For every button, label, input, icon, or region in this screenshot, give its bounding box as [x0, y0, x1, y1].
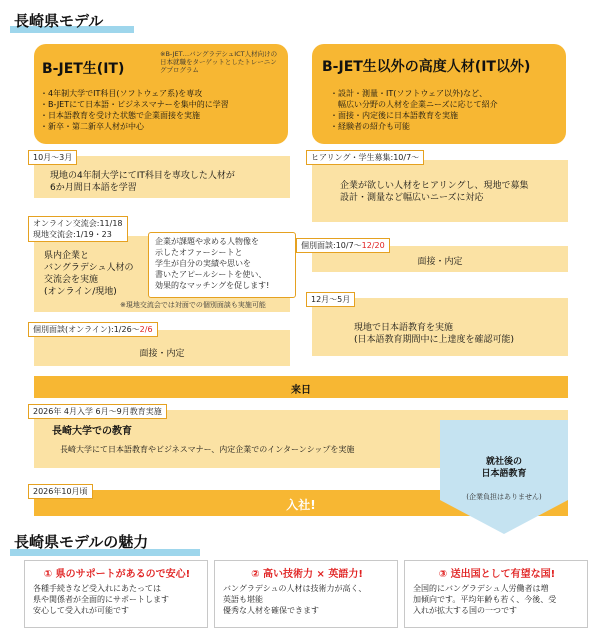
merit-box-skills [214, 560, 398, 628]
post-arrival-title-line: 就社後の [485, 457, 522, 467]
post-arrival-note: (企業負担はありません) [466, 493, 542, 501]
university-text: 長崎大学にて日本語教育やビジネスマナー、内定企業でのインターンシップを実施 [60, 445, 355, 454]
exchange-text-2: バングラデシュ人材の [44, 263, 134, 273]
matching-bubble [148, 232, 296, 298]
other-talent-card [312, 44, 566, 144]
other-talent-card-title: B-JET生以外の高度人材(IT以外) [322, 59, 531, 75]
right-interview-label [296, 238, 390, 253]
left-period1-label: 10月～3月 [28, 150, 77, 165]
left-period1-text-2: 6か月間日本語を学習 [50, 183, 137, 193]
right-period-text-2: (日本語教育期間中に上達度を確認可能) [354, 335, 515, 345]
right-hearing-bar [312, 160, 568, 222]
exchange-text-3: 交流会を実施 [44, 275, 99, 285]
merit-box-support [24, 560, 208, 628]
left-interview-label [28, 322, 158, 337]
merit-line: バングラデシュの人材は技術力が高く、 [223, 584, 367, 593]
arrival-text: 来日 [291, 385, 311, 396]
bjet-card [34, 44, 288, 144]
university-title: 長崎大学での教育 [52, 426, 132, 437]
list-item: ・日本語教育を受けた状態で企業面接を実施 [40, 111, 200, 120]
hearing-text-1: 企業が欲しい人材をヒアリングし、現地で募集 [340, 181, 529, 191]
post-arrival-title-line: 日本語教育 [481, 469, 527, 479]
merit-line: 入れが拡大する国の一つです [413, 606, 517, 615]
merit-line: 県や関係者が全面的にサポートします [33, 595, 169, 604]
right-period-text-1: 現地で日本語教育を実施 [354, 323, 454, 333]
left-period1-text-1: 現地の4年制大学にてIT科目を専攻した人材が [50, 171, 235, 181]
exchange-date-online: オンライン交流会:11/18 [33, 219, 123, 228]
exchange-date-label [28, 216, 128, 242]
exchange-text-4: (オンライン/現地) [44, 287, 117, 297]
merit-line: 優秀な人材を確保できます [223, 606, 319, 615]
page-title: 長崎県モデル [14, 12, 104, 30]
bjet-card-note: ※B-JET…バングラデシュICT人材向けの日本就職をターゲットとしたトレーニングプログラム [160, 50, 278, 74]
list-item: 幅広い分野の人材を企業ニーズに応じて紹介 [330, 100, 498, 109]
bubble-line: 学生が自分の実績や思いを [155, 259, 251, 268]
other-talent-card-list [330, 88, 498, 132]
bubble-line: 効果的なマッチングを促します! [155, 281, 270, 290]
merit-line: 加傾向です。平均年齢も若く、今後、受 [413, 595, 557, 604]
exchange-note: ※現地交流会では対面での個別面談も実施可能 [120, 301, 266, 309]
post-arrival-title [440, 456, 568, 480]
list-item: ・設計・測量・IT(ソフトウェア以外)など、 [330, 89, 488, 98]
merit-box-country [404, 560, 588, 628]
merit-title: ③ 送出国として有望な国! [438, 569, 556, 580]
exchange-text-1: 県内企業と [44, 251, 90, 261]
bubble-line: 書いたアピールシートを使い、 [155, 270, 267, 279]
merit-text [223, 583, 366, 616]
right-interview-label-red: 12/20 [361, 241, 385, 250]
joining-label: 2026年10月頃 [28, 484, 93, 499]
left-interview-label-red: 2/6 [139, 325, 153, 334]
bjet-card-list [40, 88, 229, 132]
exchange-date-local: 現地交流会:1/19・23 [33, 230, 112, 239]
bubble-line: 示したオファーシートと [155, 248, 243, 257]
hearing-text-2: 設計・測量など幅広いニーズに対応 [340, 193, 484, 203]
list-item: ・新卒・第二新卒人材が中心 [40, 122, 144, 131]
merit-text [33, 583, 169, 616]
merit-title: ② 高い技術力 × 英語力! [251, 569, 363, 580]
right-interview-label-text: 個別面談:10/7～ [301, 241, 362, 250]
university-label: 2026年 4月入学 6月～9月教育実施 [28, 404, 167, 419]
right-period-label: 12月～5月 [306, 292, 355, 307]
merit-line: 英語も堪能 [223, 595, 263, 604]
right-interview-text: 面接・内定 [417, 257, 463, 267]
list-item: ・4年制大学でIT科目(ソフトウェア系)を専攻 [40, 89, 203, 98]
merit-text [413, 583, 556, 616]
bjet-card-title: B-JET生(IT) [42, 61, 125, 77]
bubble-line: 企業が課題や求める人物像を [155, 237, 259, 246]
left-interview-text: 面接・内定 [139, 349, 185, 359]
joining-text: 入社! [286, 498, 316, 512]
merit-line: 全国的にバングラデシュ人労働者は増 [413, 584, 549, 593]
merits-title: 長崎県モデルの魅力 [14, 533, 149, 551]
merit-line: 各種手続きなど受入れにあたっては [33, 584, 161, 593]
list-item: ・面接・内定後に日本語教育を実施 [330, 111, 458, 120]
left-interview-label-text: 個別面談(オンライン):1/26～ [33, 325, 140, 334]
merit-title: ① 県のサポートがあるので安心! [43, 569, 191, 580]
right-hearing-label: ヒアリング・学生募集:10/7～ [306, 150, 424, 165]
list-item: ・経験者の紹介も可能 [330, 122, 410, 131]
list-item: ・B-JETにて日本語・ビジネスマナーを集中的に学習 [40, 100, 229, 109]
merit-line: 安心して受入れが可能です [33, 606, 129, 615]
arrival-bar [34, 376, 568, 398]
